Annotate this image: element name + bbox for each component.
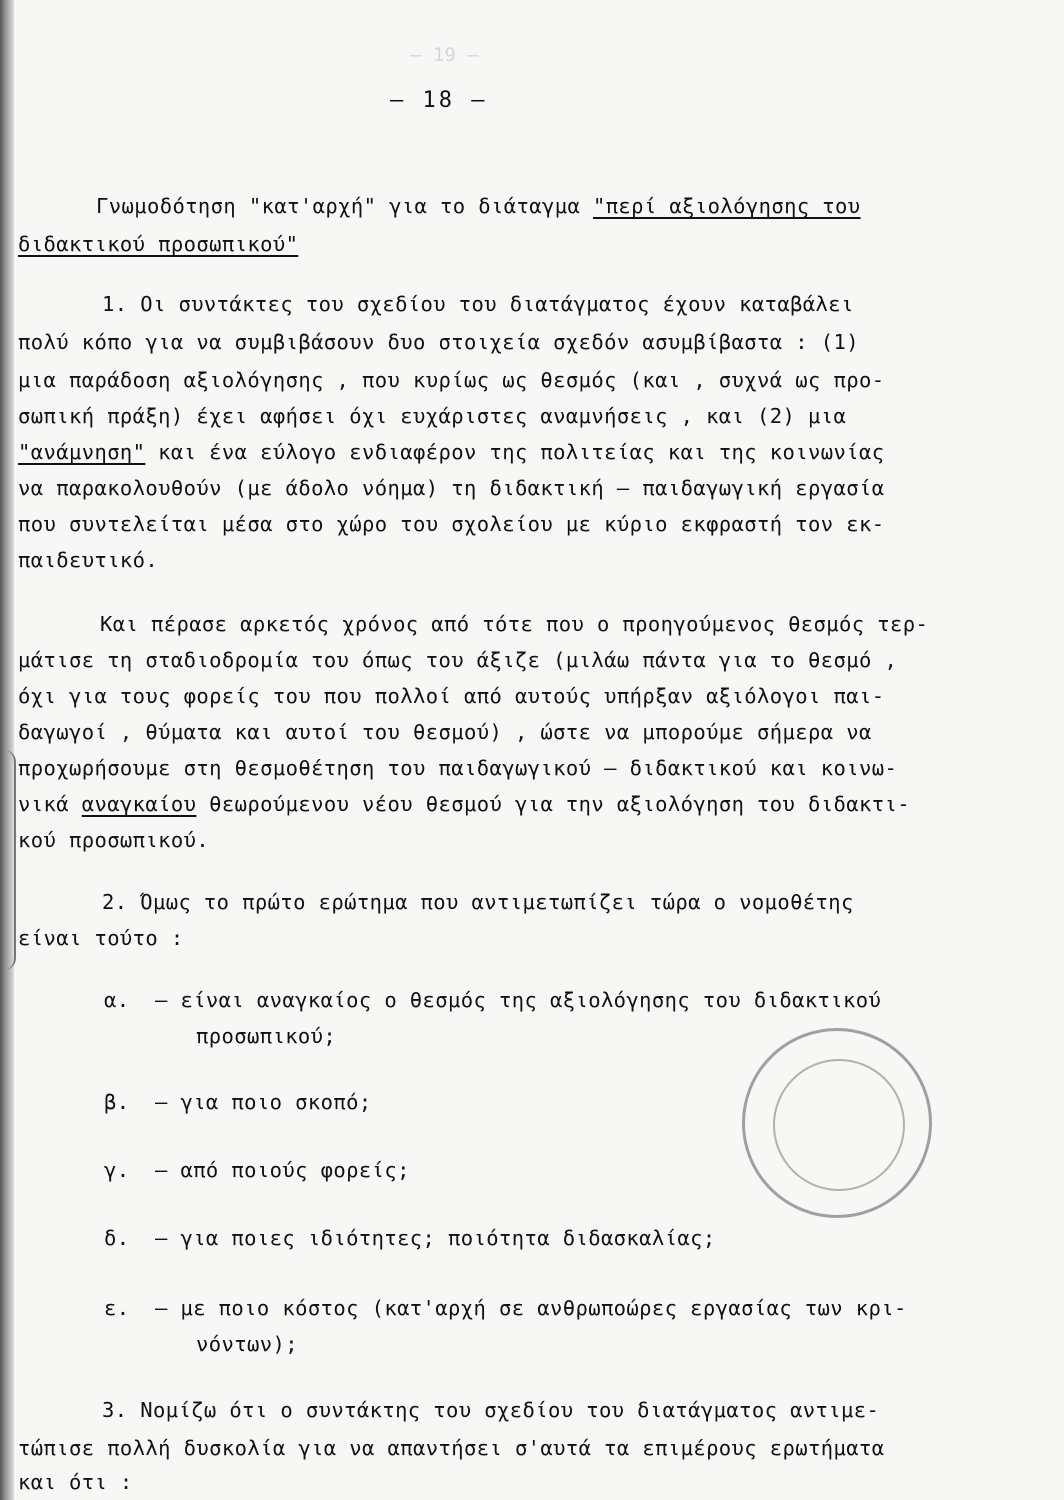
- margin-bracket-mark: [0, 750, 16, 970]
- question-item-e-continuation: νόντων);: [196, 1332, 298, 1356]
- paragraph-4-line: τώπισε πολλή δυσκολία για να απαντήσει σ'αυτά τα επιμέρους ερωτήματα: [18, 1436, 885, 1460]
- paragraph-3-line: είναι τούτο :: [18, 926, 184, 950]
- title-underlined-text-2: διδακτικού προσωπικού": [18, 232, 299, 256]
- question-item-g: [104, 1158, 410, 1182]
- question-item-a-continuation: προσωπικού;: [196, 1024, 337, 1048]
- question-text: – για ποιες ιδιότητες; ποιότητα διδασκαλίας;: [154, 1226, 716, 1250]
- paragraph-1-line: 1. Οι συντάκτες του σχεδίου του διατάγματος έχουν καταβάλει: [102, 292, 854, 316]
- paragraph-4-line: και ότι :: [18, 1470, 133, 1494]
- underlined-word-anamnisi: "ανάμνηση": [18, 440, 146, 464]
- official-seal-stamp: [742, 1028, 932, 1218]
- question-text: – από ποιούς φορείς;: [154, 1158, 410, 1182]
- paragraph-2-text: θεωρούμενου νέου θεσμού για την αξιολόγηση του διδακτι-: [196, 792, 910, 816]
- question-text: – με ποιο κόστος (κατ'αρχή σε ανθρωποώρες εργασίας των κρι-: [154, 1296, 907, 1320]
- question-item-b: [104, 1090, 372, 1114]
- question-text: – είναι αναγκαίος ο θεσμός της αξιολόγησης του διδακτικού: [154, 988, 882, 1012]
- paragraph-2-line: δαγωγοί , θύματα και αυτοί του θεσμού) , ώστε να μπορούμε σήμερα να: [18, 720, 872, 744]
- question-label: δ.: [104, 1226, 130, 1250]
- paragraph-1-line: παιδευτικό.: [18, 548, 159, 572]
- paragraph-2-line: Και πέρασε αρκετός χρόνος από τότε που ο προηγούμενος θεσμός τερ-: [100, 612, 929, 636]
- paragraph-1-line: να παρακολουθούν (με άδολο νόημα) τη διδακτική – παιδαγωγική εργασία: [18, 476, 885, 500]
- paragraph-4-line: 3. Νομίζω ότι ο συντάκτης του σχεδίου του διατάγματος αντιμε-: [102, 1398, 880, 1422]
- question-item-a: [104, 988, 881, 1012]
- paragraph-2-line: κού προσωπικού.: [18, 828, 210, 852]
- paragraph-2-line: όχι για τους φορείς του που πολλοί από αυτούς υπήρξαν αξιόλογοι παι-: [18, 684, 885, 708]
- ghost-page-number: – 19 –: [410, 44, 479, 66]
- paragraph-1-line: [18, 440, 884, 464]
- question-label: α.: [104, 988, 130, 1012]
- paragraph-1-line: πολύ κόπο για να συμβιβάσουν δυο στοιχεία σχεδόν ασυμβίβαστα : (1): [18, 330, 859, 354]
- title-underlined-text: "περί αξιολόγησης του: [592, 194, 861, 218]
- page-number: – 18 –: [390, 88, 488, 113]
- paragraph-2-line: μάτισε τη σταδιοδρομία του όπως του άξιζε (μιλάω πάντα για το θεσμό ,: [18, 648, 898, 672]
- paragraph-1-line: μια παράδοση αξιολόγησης , που κυρίως ως θεσμός (και , συχνά ως προ-: [18, 368, 885, 392]
- paragraph-1-line: σωπική πράξη) έχει αφήσει όχι ευχάριστες αναμνήσεις , και (2) μια: [18, 404, 847, 428]
- paragraph-1-text: και ένα εύλογο ενδιαφέρον της πολιτείας και της κοινωνίας: [145, 440, 885, 464]
- question-item-e: [104, 1296, 907, 1320]
- question-label: ε.: [104, 1296, 130, 1320]
- paragraph-1-line: που συντελείται μέσα στο χώρο του σχολείου με κύριο εκφραστή τον εκ-: [18, 512, 885, 536]
- paragraph-3-line: 2. Όμως το πρώτο ερώτημα που αντιμετωπίζει τώρα ο νομοθέτης: [102, 890, 854, 914]
- title-plain-text: Γνωμοδότηση "κατ'αρχή" για το διάταγμα: [96, 194, 593, 218]
- question-label: β.: [104, 1090, 130, 1114]
- paragraph-2-text: νικά: [18, 792, 82, 816]
- underlined-word-anagkaiou: αναγκαίου: [81, 792, 197, 816]
- question-text: – για ποιο σκοπό;: [154, 1090, 372, 1114]
- paragraph-2-line: προχωρήσουμε στη θεσμοθέτηση του παιδαγωγικού – διδακτικού και κοινω-: [18, 756, 898, 780]
- question-label: γ.: [104, 1158, 130, 1182]
- document-title-line2: [18, 232, 298, 256]
- question-item-d: [104, 1226, 716, 1250]
- paragraph-2-line: [18, 792, 910, 816]
- document-title-line1: [96, 194, 861, 218]
